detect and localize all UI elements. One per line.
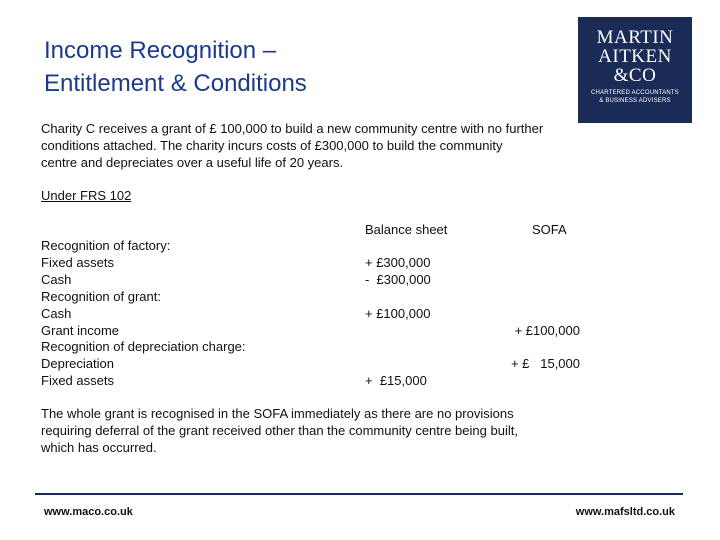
intro-line: conditions attached. The charity incurs costs of £300,000 to build the community [41,137,503,153]
logo-subtitle-line-1: CHARTERED ACCOUNTANTS [591,90,679,96]
row-label: Grant income [41,323,120,338]
slide-title-line-1: Income Recognition – [44,37,277,64]
intro-paragraph [41,121,601,171]
sofa-value: + £ 15,000 [510,356,580,371]
row-label: Recognition of grant: [41,289,161,304]
logo-subtitle-line-2: & BUSINESS ADVISERS [599,98,671,104]
intro-line: Charity C receives a grant of £ 100,000 to build a new community centre with no further [41,121,544,136]
balance-sheet-value: - £300,000 [365,272,431,287]
row-label: Cash [41,306,72,321]
logo-text-line-1: MARTIN [596,27,674,48]
sofa-value: + £100,000 [514,323,580,338]
footnote-line: which has occurred. [41,439,157,455]
balance-sheet-value: + £300,000 [365,255,431,270]
row-label: Fixed assets [41,373,114,388]
footnote-line: The whole grant is recognised in the SOFA immediately as there are no provisions [41,406,514,421]
row-label: Depreciation [41,356,114,371]
intro-line: centre and depreciates over a useful life of 20 years. [41,154,344,170]
row-label: Recognition of factory: [41,238,171,253]
row-label: Fixed assets [41,255,114,270]
column-header-sofa: SOFA [532,222,567,237]
balance-sheet-value: + £15,000 [365,373,427,388]
slide-title [44,34,307,100]
footer-url-left[interactable]: www.maco.co.uk [44,506,133,518]
balance-sheet-value: + £100,000 [365,306,431,321]
company-logo [578,17,692,123]
logo-text-line-2: AITKEN [598,46,672,67]
footnote-line: requiring deferral of the grant received other than the community centre being built, [41,422,518,438]
logo-text-line-3: &CO [613,65,657,86]
row-label: Cash [41,272,72,287]
footer-url-right[interactable]: www.mafsltd.co.uk [575,506,675,518]
footer-divider [35,493,683,495]
section-heading: Under FRS 102 [41,188,132,203]
slide-title-line-2: Entitlement & Conditions [44,70,307,97]
footnote-paragraph [41,406,601,456]
row-label: Recognition of depreciation charge: [41,339,246,354]
column-header-balance-sheet: Balance sheet [365,222,448,237]
